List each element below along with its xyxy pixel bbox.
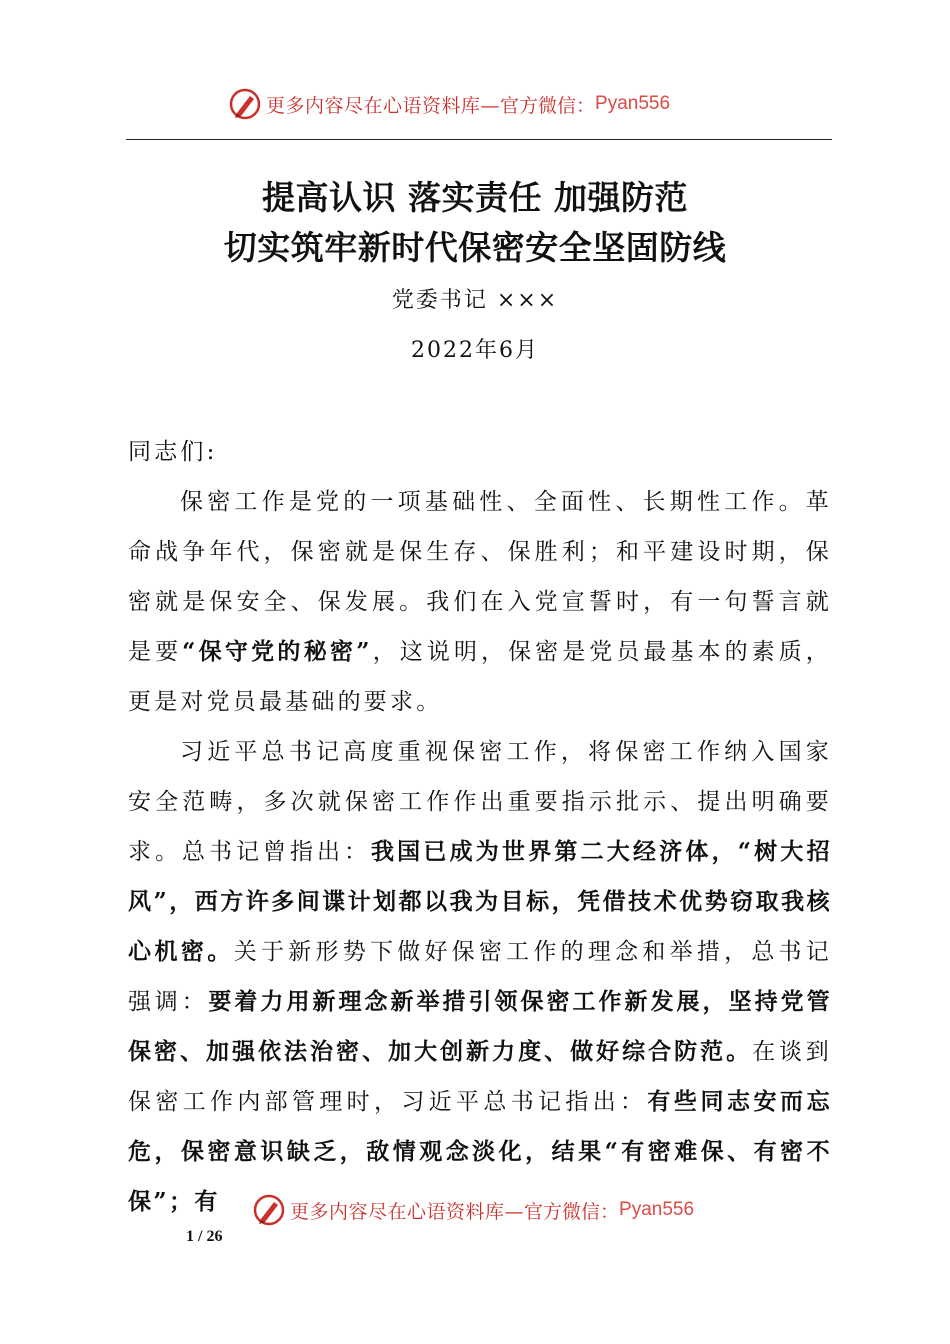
doc-body bbox=[128, 427, 832, 1227]
banner-text: 更多内容尽在心语资料库— bbox=[266, 94, 501, 117]
p2-text-c: 关于新形势下做好保密工作的理念和举措，总书记强调： bbox=[128, 939, 832, 1015]
p2-bold-b: 我国已成为世界第二大经济体，“树大招风”，西方许多间谍计划都以我为目标，凭借技术优势窃取我核心机密。 bbox=[128, 838, 832, 965]
doc-title-line2: 切实筑牢新时代保密安全坚固防线 bbox=[223, 228, 727, 267]
p1-text-c: ，这说明，保密是党员最基本的素质，更是对党员最基础的要求。 bbox=[128, 639, 832, 715]
pen-logo-icon bbox=[252, 1193, 286, 1227]
doc-date: 2022年6月 bbox=[411, 338, 539, 363]
salutation: 同志们: bbox=[128, 439, 218, 465]
header-divider bbox=[126, 139, 832, 140]
footer-wechat-label: 官方微信： bbox=[524, 1200, 620, 1223]
p2-bold-f: 有些同志安而忘危，保密意识缺乏，敌情观念淡化，结果“有密难保、有密不保”；有 bbox=[128, 1088, 832, 1215]
p2-text-e: 在谈到保密工作内部管理时，习近平总书记指出： bbox=[128, 1039, 832, 1115]
page-number: 1 / 26 bbox=[186, 1228, 223, 1245]
banner-wechat-label: 官方微信： bbox=[500, 94, 596, 117]
doc-author: 党委书记 ××× bbox=[391, 288, 559, 313]
paragraph-2 bbox=[128, 727, 832, 1227]
page-total: 26 bbox=[206, 1228, 223, 1245]
p1-bold-quote: “保守党的秘密” bbox=[182, 638, 372, 665]
header-banner bbox=[228, 84, 670, 124]
doc-title-line1: 提高认识 落实责任 加强防范 bbox=[262, 178, 688, 217]
footer-banner-text: 更多内容尽在心语资料库— bbox=[290, 1200, 525, 1223]
banner-wechat-id: Pyan556 bbox=[595, 93, 671, 114]
footer-banner bbox=[252, 1190, 694, 1230]
p1-text-a: 保密工作是党的一项基础性、全面性、长期性工作。革命战争年代，保密就是保生存、保胜利；和平建设时期，保密就是保安全、保发展。我们在入党宣誓时，有一句誓言就是要 bbox=[128, 489, 832, 665]
footer-wechat-id: Pyan556 bbox=[619, 1199, 695, 1220]
page-current: 1 bbox=[186, 1228, 194, 1245]
pen-logo-icon bbox=[228, 87, 262, 121]
p2-text-a: 习近平总书记高度重视保密工作，将保密工作纳入国家安全范畴，多次就保密工作作出重要指示批示、提出明确要求。总书记曾指出： bbox=[128, 739, 832, 865]
p2-bold-d: 要着力用新理念新举措引领保密工作新发展，坚持党管保密、加强依法治密、加大创新力度、做好综合防范。 bbox=[128, 988, 832, 1065]
paragraph-1 bbox=[128, 477, 832, 727]
